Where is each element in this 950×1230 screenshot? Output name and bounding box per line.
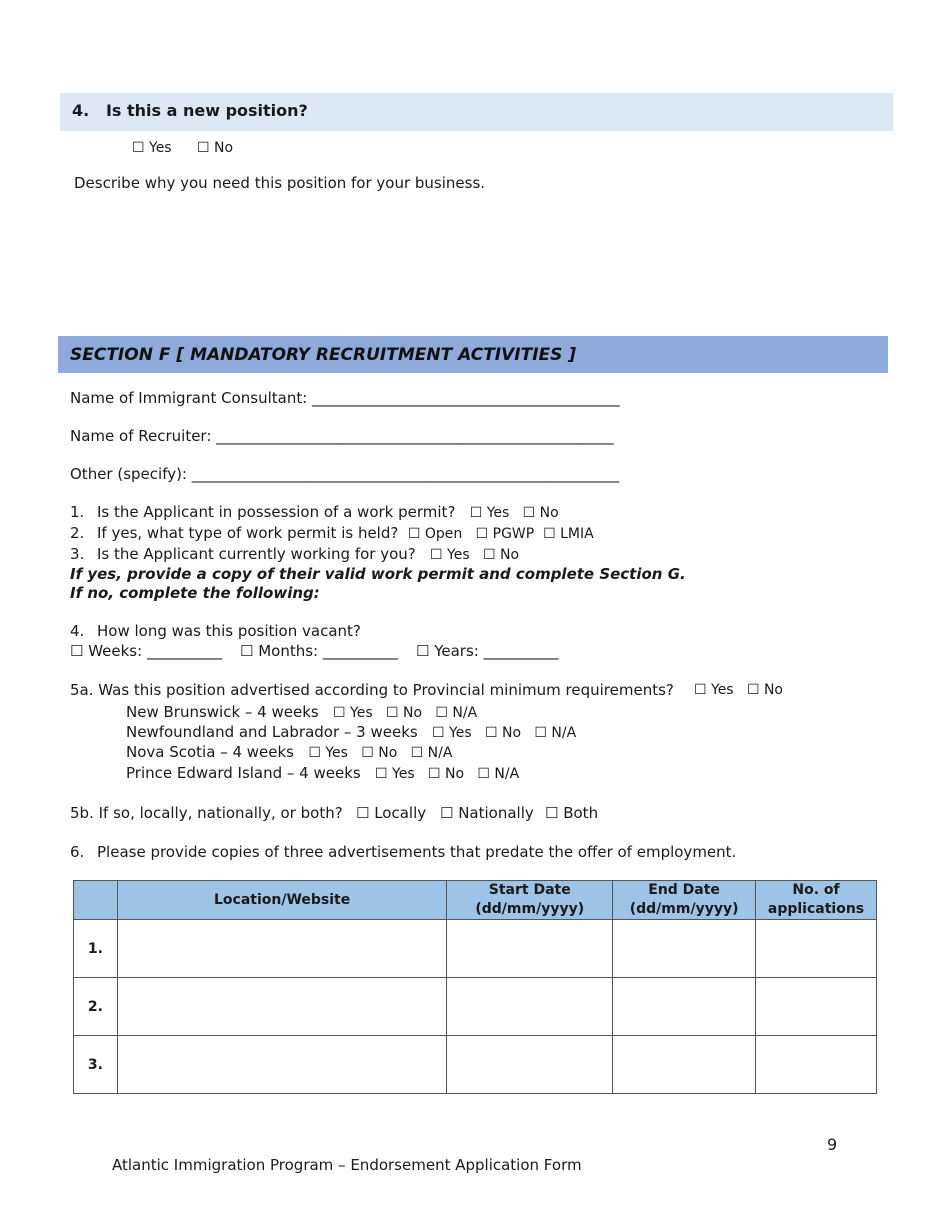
header-applications-label: No. of (792, 882, 840, 898)
location-cell[interactable] (117, 1036, 446, 1094)
row-number: 1. (74, 920, 118, 978)
nationally-checkbox[interactable]: ☐ Nationally (440, 804, 534, 822)
vacancy-question (70, 622, 361, 640)
advertisements-table (73, 880, 877, 1094)
province-checkboxes[interactable]: ☐ Yes ☐ No ☐ N/A (432, 725, 577, 741)
header-applications (756, 881, 877, 920)
header-start-date-label: Start Date (488, 882, 571, 898)
question-1-text: Is the Applicant in possession of a work permit? (97, 503, 456, 521)
question-2-text: If yes, what type of work permit is held? (97, 524, 399, 542)
question-2-number: 2. (70, 524, 85, 542)
locally-checkbox[interactable]: ☐ Locally (356, 804, 427, 822)
vacancy-question-text: How long was this position vacant? (97, 622, 361, 640)
vacancy-years-field[interactable]: ☐ Years: __________ (416, 642, 559, 660)
province-row (126, 703, 477, 721)
permit-type-checkboxes[interactable]: ☐ Open ☐ PGWP ☐ LMIA (407, 526, 594, 542)
province-checkboxes[interactable]: ☐ Yes ☐ No ☐ N/A (308, 745, 453, 761)
vacancy-months-field[interactable]: ☐ Months: __________ (240, 642, 398, 660)
start-date-cell[interactable] (447, 1036, 613, 1094)
row-number: 3. (74, 1036, 118, 1094)
province-row (126, 743, 452, 761)
recruiter-field[interactable]: Name of Recruiter: _____________________________________________________ (70, 427, 614, 445)
province-checkboxes[interactable]: ☐ Yes ☐ No ☐ N/A (375, 766, 520, 782)
location-cell[interactable] (117, 920, 446, 978)
question-2 (70, 524, 594, 542)
header-end-date (613, 881, 756, 920)
question-6-text: Please provide copies of three advertisements that predate the offer of employment. (97, 843, 737, 861)
both-checkbox[interactable]: ☐ Both (545, 804, 599, 822)
question-1-number: 1. (70, 503, 85, 521)
note-if-no: If no, complete the following: (70, 584, 320, 602)
advertised-yes-no-checkboxes[interactable]: ☐ Yes ☐ No (694, 682, 783, 698)
vacancy-weeks-field[interactable]: ☐ Weeks: __________ (70, 642, 222, 660)
page-number: 9 (827, 1135, 838, 1154)
question-1 (70, 503, 559, 521)
footer-text: Atlantic Immigration Program – Endorsement Application Form (112, 1156, 582, 1174)
header-end-date-format: (dd/mm/yyyy) (629, 901, 739, 917)
province-row (126, 723, 576, 741)
question-4-title (72, 101, 308, 120)
table-header-row (74, 881, 877, 920)
header-row-number (74, 881, 118, 920)
province-name: Nova Scotia – 4 weeks (126, 743, 294, 761)
table-row (74, 1036, 877, 1094)
header-location-label: Location/Website (213, 891, 351, 908)
applications-cell[interactable] (756, 1036, 877, 1094)
end-date-cell[interactable] (613, 978, 756, 1036)
question-4-number: 4. (72, 101, 90, 120)
question-5b-text: 5b. If so, locally, nationally, or both? (70, 804, 343, 822)
province-name: New Brunswick – 4 weeks (126, 703, 319, 721)
note-if-yes: If yes, provide a copy of their valid work permit and complete Section G. (70, 565, 686, 583)
header-location (117, 881, 446, 920)
question-6 (70, 843, 736, 861)
end-date-cell[interactable] (613, 920, 756, 978)
applications-cell[interactable] (756, 978, 877, 1036)
work-permit-yes-no-checkboxes[interactable]: ☐ Yes ☐ No (469, 505, 559, 521)
question-5a-text: 5a. Was this position advertised according to Provincial minimum requirements? (70, 681, 674, 699)
province-checkboxes[interactable]: ☐ Yes ☐ No ☐ N/A (333, 705, 478, 721)
describe-position-prompt: Describe why you need this position for your business. (74, 174, 486, 192)
header-applications-label-2: applications (767, 901, 865, 917)
start-date-cell[interactable] (447, 920, 613, 978)
applications-cell[interactable] (756, 920, 877, 978)
question-4-text: Is this a new position? (105, 101, 308, 120)
header-start-date-format: (dd/mm/yyyy) (475, 901, 585, 917)
province-name: Newfoundland and Labrador – 3 weeks (126, 723, 418, 741)
table-row (74, 978, 877, 1036)
table-row (74, 920, 877, 978)
end-date-cell[interactable] (613, 1036, 756, 1094)
question-6-number: 6. (70, 843, 85, 861)
row-number: 2. (74, 978, 118, 1036)
location-cell[interactable] (117, 978, 446, 1036)
vacancy-question-number: 4. (70, 622, 85, 640)
question-3 (70, 545, 519, 563)
new-position-no-checkbox[interactable]: ☐ No (197, 140, 234, 156)
new-position-yes-checkbox[interactable]: ☐ Yes (132, 140, 172, 156)
question-3-number: 3. (70, 545, 85, 563)
question-3-text: Is the Applicant currently working for you? (97, 545, 416, 563)
currently-working-checkboxes[interactable]: ☐ Yes ☐ No (430, 547, 520, 563)
section-f-title: SECTION F [ MANDATORY RECRUITMENT ACTIVITIES ] (70, 345, 577, 365)
other-specify-field[interactable]: Other (specify): _________________________________________________________ (70, 465, 620, 483)
start-date-cell[interactable] (447, 978, 613, 1036)
immigrant-consultant-field[interactable]: Name of Immigrant Consultant: _________________________________________ (70, 389, 620, 407)
province-name: Prince Edward Island – 4 weeks (126, 764, 361, 782)
province-row (126, 764, 519, 782)
header-start-date (447, 881, 613, 920)
header-end-date-label: End Date (648, 882, 720, 898)
